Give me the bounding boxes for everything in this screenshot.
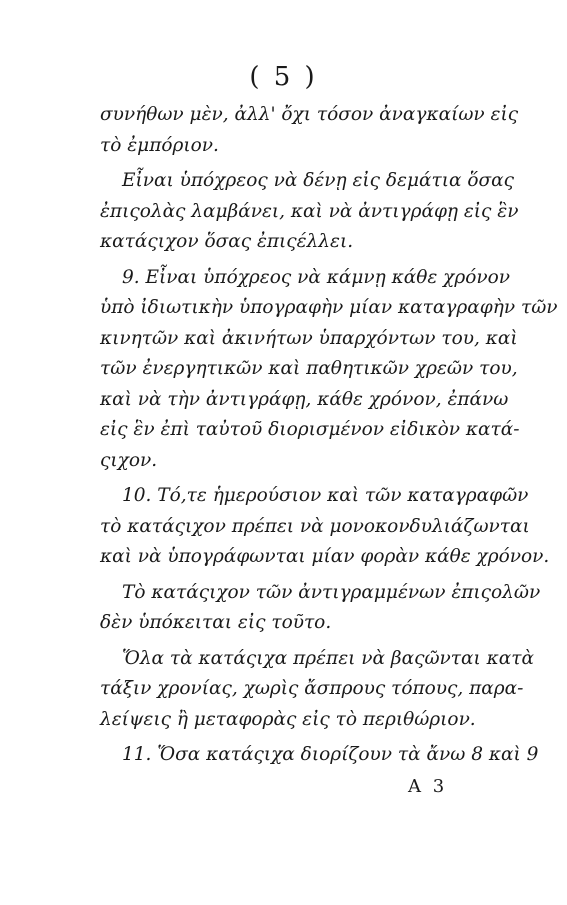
section-9-line: 9. Εἶναι ὑπόχρεος νὰ κάμνῃ κάθε χρόνον <box>122 266 511 288</box>
signature-mark: Α 3 <box>408 776 448 797</box>
text-line: τὸ ἐμπόριον. <box>100 134 219 156</box>
section-10-line: 10. Τό,τε ἡμερούσιον καὶ τῶν καταγραφῶν <box>122 485 529 506</box>
text-line: δὲν ὑπόκειται εἰς τοῦτο. <box>100 612 332 633</box>
text-line: καὶ νὰ ὑπογράφωνται μίαν φορὰν κάθε χρόνον. <box>100 546 550 567</box>
body-text <box>100 100 558 771</box>
text-line: κινητῶν καὶ ἀκινήτων ὑπαρχόντων του, καὶ <box>100 327 518 349</box>
text-line: τάξιν χρονίας, χωρὶς ἄσπρους τόπους, παρα- <box>100 678 524 699</box>
text-line: εἰς ἓν ἐπὶ ταὐτοῦ διορισμένον εἰδικὸν κατά- <box>100 419 520 440</box>
paragraph-start-line: Εἶναι ὑπόχρεος νὰ δένῃ εἰς δεμάτια ὅσας <box>122 170 514 191</box>
paragraph-start-line: Τὸ κατάςιχον τῶν ἀντιγραμμένων ἐπιςολῶν <box>122 581 541 603</box>
text-line: συνήθων μὲν, ἀλλ' ὄχι τόσον ἀναγκαίων εἰς <box>100 104 519 125</box>
section-11-line: 11. Ὅσα κατάςιχα διορίζουν τὰ ἄνω 8 καὶ 9 <box>122 744 539 765</box>
page-number: ( 5 ) <box>249 62 318 92</box>
text-line: ἐπιςολὰς λαμβάνει, καὶ νὰ ἀντιγράφῃ εἰς ἓν <box>100 200 519 222</box>
text-line: λείψεις ἢ μεταφορὰς εἰς τὸ περιθώριον. <box>100 708 476 730</box>
text-line: καὶ νὰ τὴν ἀντιγράφῃ, κάθε χρόνον, ἐπάνω <box>100 388 509 410</box>
text-line: τῶν ἐνεργητικῶν καὶ παθητικῶν χρεῶν του, <box>100 358 518 379</box>
paragraph-start-line: Ὅλα τὰ κατάςιχα πρέπει νὰ βαςῶνται κατὰ <box>122 647 534 669</box>
text-line: ὑπὸ ἰδιωτικὴν ὑπογραφὴν μίαν καταγραφὴν τῶν <box>100 297 558 318</box>
text-line: τὸ κατάςιχον πρέπει νὰ μονοκονδυλιάζωνται <box>100 515 530 537</box>
text-line: ςιχον. <box>100 449 158 471</box>
text-line: κατάςιχον ὅσας ἐπιςέλλει. <box>100 231 354 252</box>
